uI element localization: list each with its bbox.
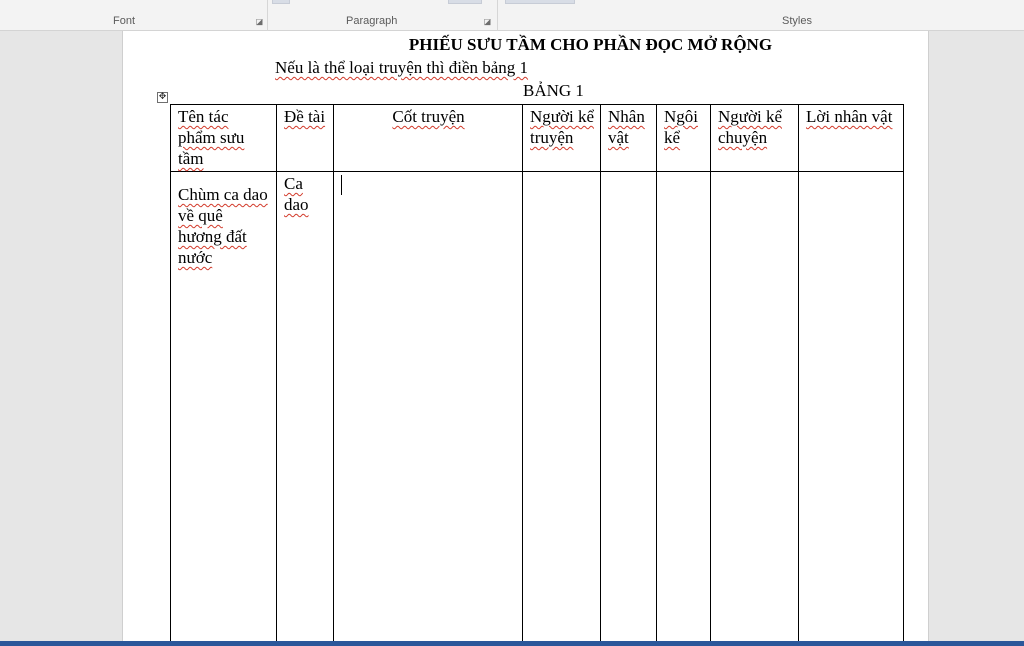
document-title: PHIẾU SƯU TẦM CHO PHẦN ĐỌC MỞ RỘNG [408, 35, 773, 54]
table-cell[interactable] [657, 172, 711, 646]
header-cell[interactable] [799, 105, 904, 172]
header-cell-label: Tên tác phẩm sưu tầm [178, 107, 245, 168]
status-bar-edge [0, 641, 1024, 646]
table-cell[interactable] [523, 172, 601, 646]
table-caption: BẢNG 1 [523, 81, 584, 100]
collection-table[interactable] [170, 104, 904, 646]
table-cell[interactable] [334, 172, 523, 646]
ribbon-group-styles-label: Styles [782, 15, 812, 27]
header-cell-label: Ngôi kể [664, 107, 698, 147]
table-cell[interactable] [171, 172, 277, 646]
text-cursor [341, 175, 342, 195]
header-cell[interactable] [334, 105, 523, 172]
header-cell[interactable] [711, 105, 799, 172]
header-cell-label: Lời nhân vật [806, 107, 893, 126]
ribbon-separator [497, 0, 498, 31]
table-cell[interactable] [799, 172, 904, 646]
ribbon [0, 0, 1024, 31]
ribbon-button-fragment[interactable] [272, 0, 290, 4]
styles-gallery-fragment[interactable] [505, 0, 575, 4]
header-cell-label: Nhân vật [608, 107, 645, 147]
header-cell-label: Đề tài [284, 107, 326, 126]
table-cell[interactable] [711, 172, 799, 646]
paragraph-dialog-launcher-icon[interactable]: ◪ [483, 17, 492, 26]
header-cell[interactable] [601, 105, 657, 172]
table-cell[interactable] [277, 172, 334, 646]
ribbon-group-font-label: Font [113, 15, 136, 27]
header-cell[interactable] [523, 105, 601, 172]
font-dialog-launcher-icon[interactable]: ◪ [255, 17, 264, 26]
table-cell[interactable] [601, 172, 657, 646]
document-page[interactable] [123, 31, 928, 641]
header-cell[interactable] [657, 105, 711, 172]
page-edge [928, 31, 929, 641]
table-move-handle-icon[interactable]: ✥ [158, 92, 167, 102]
header-cell-label: Người kể truyện [530, 107, 594, 147]
header-cell-label: Người kể chuyện [718, 107, 782, 147]
document-instruction: Nếu là thể loại truyện thì điền bảng 1 [275, 58, 529, 77]
ribbon-button-fragment[interactable] [448, 0, 482, 4]
table-header-row [171, 105, 904, 172]
ribbon-separator [267, 0, 268, 31]
table-row [171, 172, 904, 646]
header-cell[interactable] [277, 105, 334, 172]
header-cell[interactable] [171, 105, 277, 172]
table-cell-text: Chùm ca dao về quê hương đất nước [178, 185, 268, 267]
table-cell-text: Ca dao [284, 174, 309, 214]
ribbon-group-paragraph-label: Paragraph [346, 15, 398, 27]
header-cell-label: Cốt truyện [392, 107, 465, 126]
